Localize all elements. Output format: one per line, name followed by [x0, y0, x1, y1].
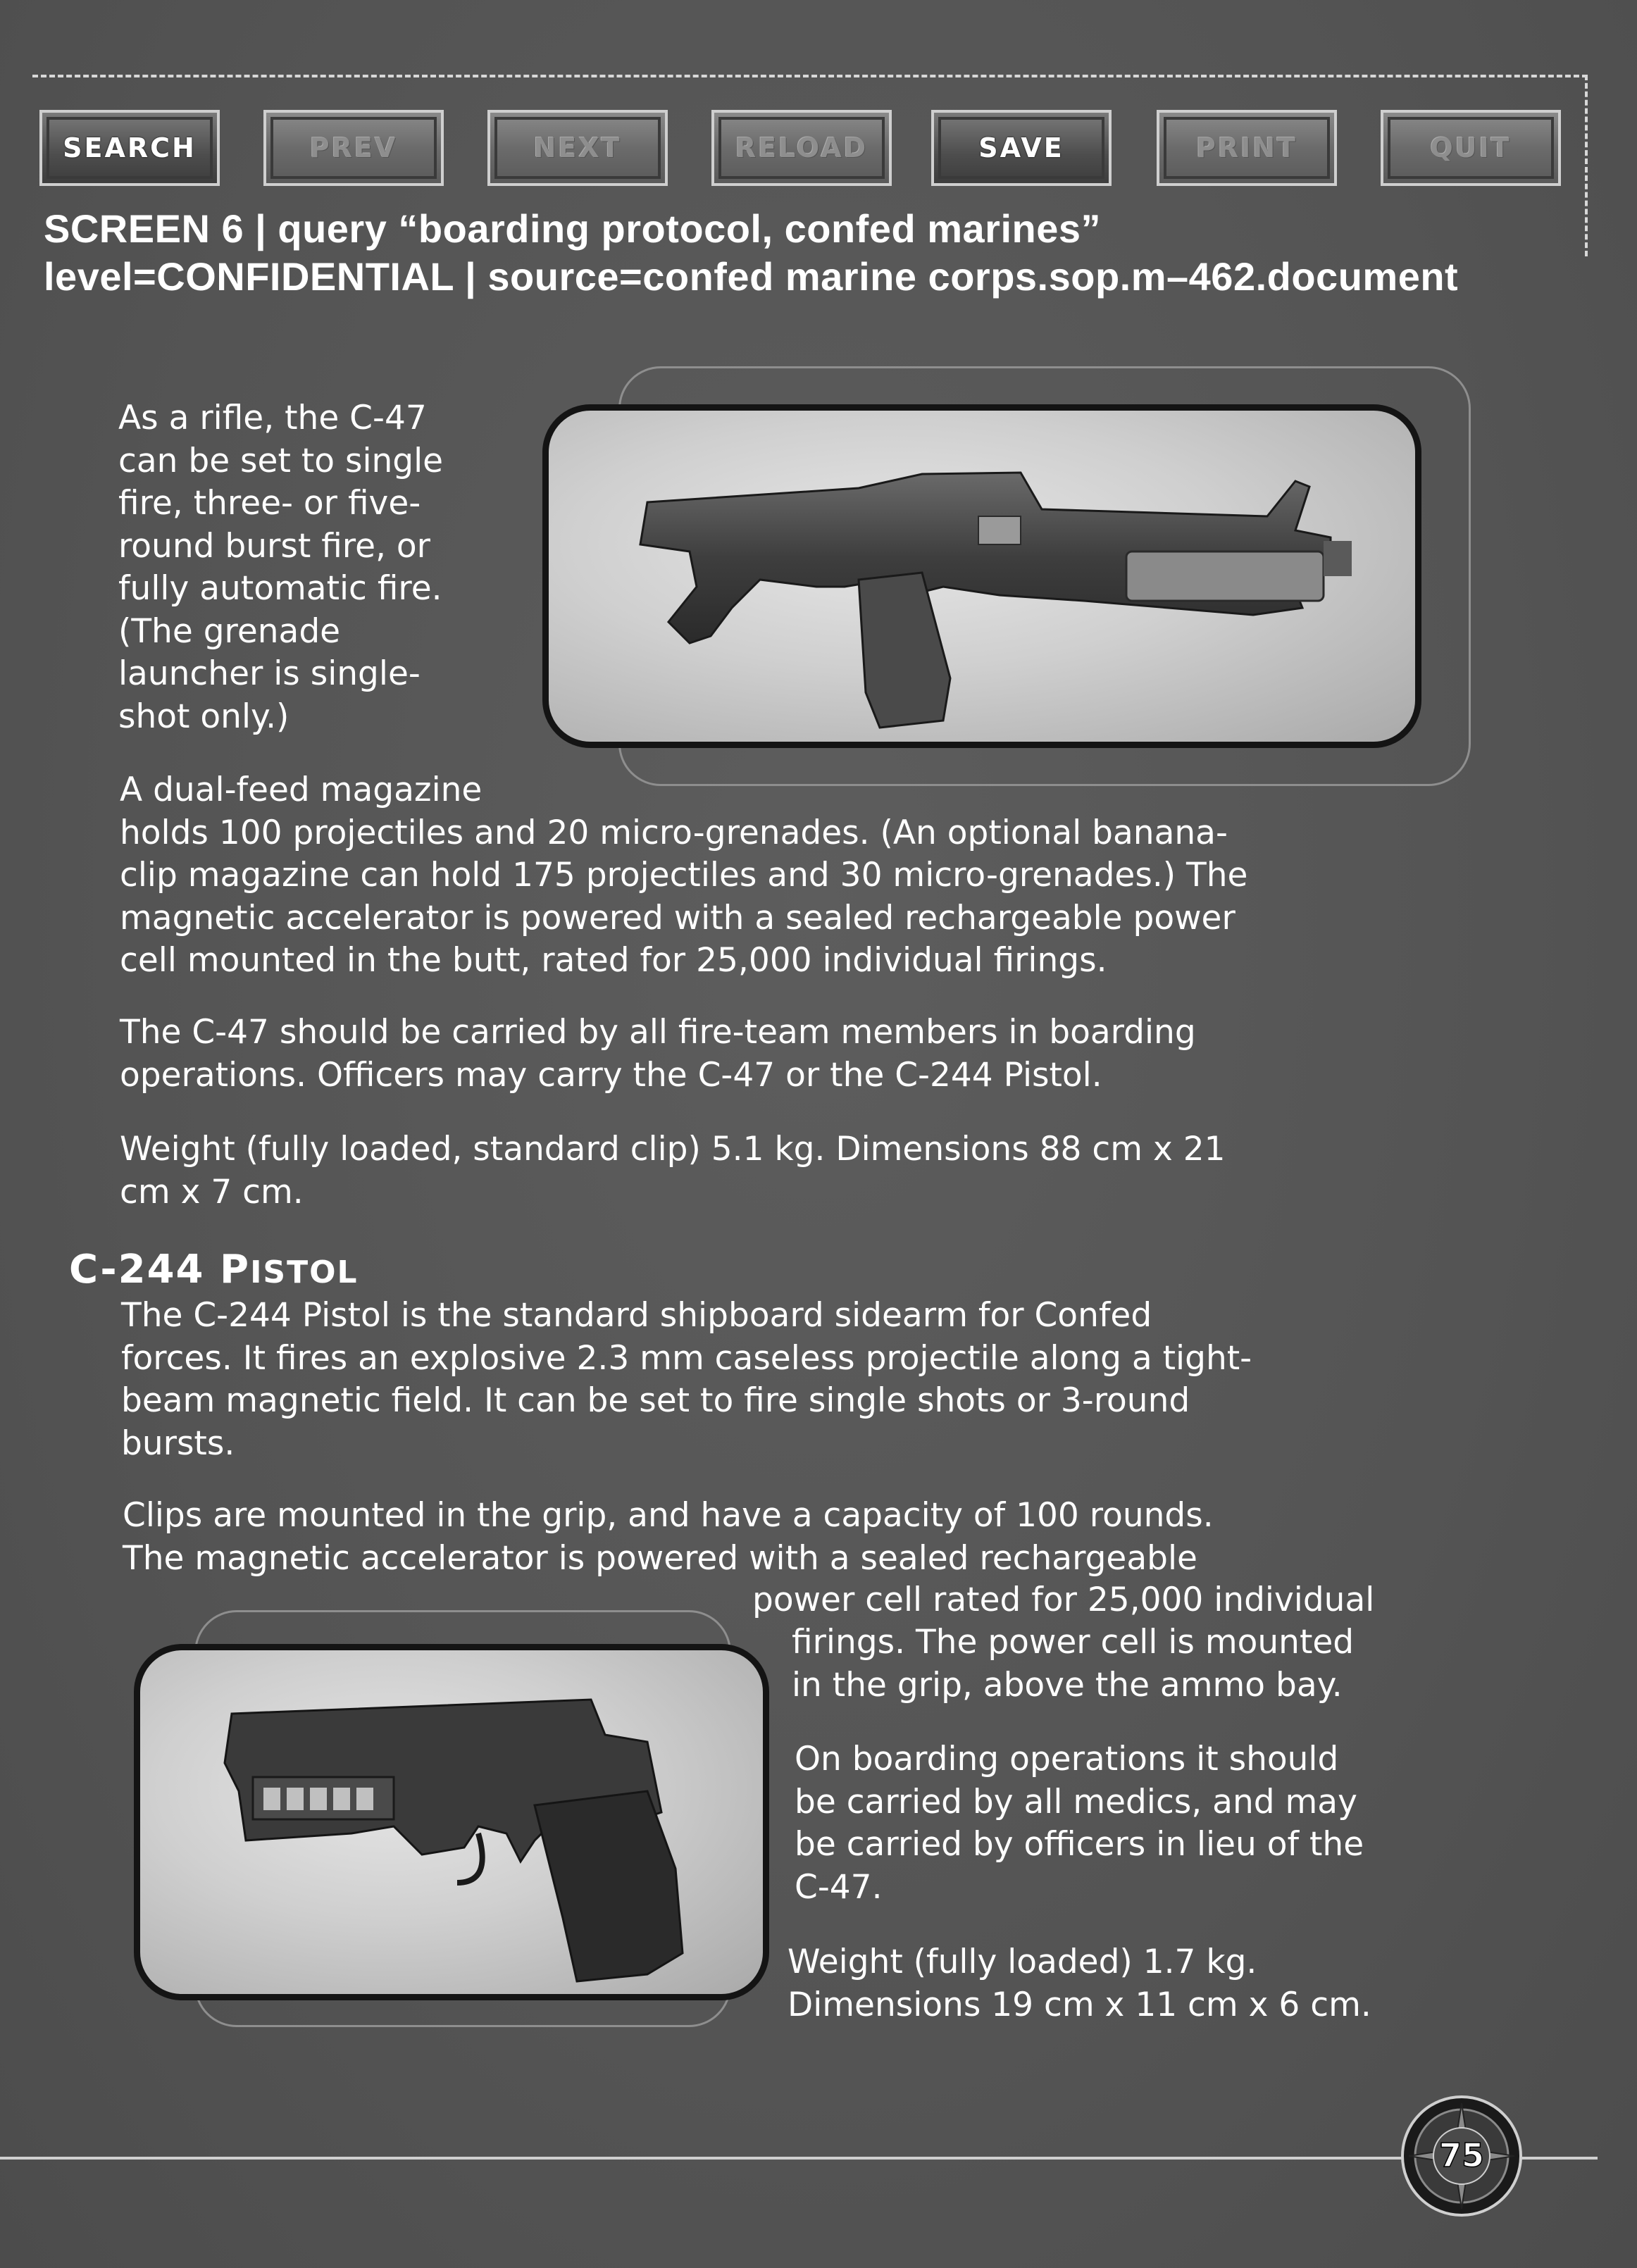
- text-line: launcher is single-: [118, 654, 421, 693]
- text-line: As a rifle, the C-47: [118, 399, 427, 437]
- text-line: be carried by all medics, and may: [795, 1782, 1357, 1821]
- text-line: Weight (fully loaded, standard clip) 5.1 kg. Dimensions 88 cm x 21: [120, 1130, 1226, 1169]
- pistol-clips-text: [123, 1495, 1214, 1580]
- top-dashed-border: [32, 75, 1588, 77]
- pistol-weight-text: [788, 1941, 1371, 2026]
- pistol-image: [134, 1644, 769, 2000]
- compass-emblem-icon: [1399, 2093, 1524, 2219]
- pistol-power-line: [752, 1579, 1374, 1622]
- text-line: A dual-feed magazine: [120, 771, 483, 809]
- text-line: Dimensions 19 cm x 11 cm x 6 cm.: [788, 1985, 1371, 2024]
- text-line: Clips are mounted in the grip, and have a capacity of 100 rounds.: [123, 1496, 1214, 1535]
- bottom-rule: [0, 2157, 1598, 2160]
- next-button[interactable]: NEXT: [487, 110, 668, 186]
- title-first: C-244 P: [69, 1247, 251, 1292]
- text-line: fully automatic fire.: [118, 569, 442, 608]
- rifle-intro-text: [118, 397, 443, 738]
- text-line: The magnetic accelerator is powered with a sealed rechargeable: [123, 1538, 1197, 1578]
- pistol-description-text: [121, 1295, 1252, 1465]
- right-dashed-border: [1585, 75, 1588, 256]
- text-line: forces. It fires an explosive 2.3 mm caseless projectile along a tight-: [121, 1338, 1252, 1378]
- text-line: cm x 7 cm.: [120, 1172, 304, 1211]
- text-line: operations. Officers may carry the C-47 or the C-244 Pistol.: [120, 1055, 1102, 1095]
- page-number-badge: [1399, 2093, 1524, 2219]
- rifle-illustration: [549, 411, 1415, 742]
- text-line: bursts.: [121, 1423, 235, 1463]
- search-button[interactable]: SEARCH: [39, 110, 220, 186]
- rifle-image: [542, 404, 1421, 748]
- text-line: The C-47 should be carried by all fire-team members in boarding: [120, 1013, 1196, 1052]
- title-rest: ISTOL: [250, 1254, 359, 1290]
- text-line: Weight (fully loaded) 1.7 kg.: [788, 1943, 1257, 1981]
- text-line: can be set to single: [118, 441, 444, 480]
- text-line: firings. The power cell is mounted: [792, 1623, 1355, 1662]
- quit-button[interactable]: QUIT: [1381, 110, 1561, 186]
- rifle-magazine-text: [120, 769, 1247, 983]
- page-number: 75: [1438, 2136, 1485, 2174]
- source-header: level=CONFIDENTIAL | source=confed marine corps.sop.m–462.document: [44, 254, 1459, 299]
- text-line: magnetic accelerator is powered with a sealed rechargeable power: [120, 898, 1235, 937]
- pistol-power-cont-text: [792, 1621, 1354, 1707]
- text-line: in the grip, above the ammo bay.: [792, 1665, 1343, 1705]
- reload-button[interactable]: RELOAD: [711, 110, 892, 186]
- toolbar: [39, 110, 1562, 192]
- query-header: SCREEN 6 | query “boarding protocol, confed marines”: [44, 206, 1102, 251]
- text-line: power cell rated for 25,000 individual: [752, 1581, 1375, 1619]
- text-line: clip magazine can hold 175 projectiles and 30 micro-grenades.) The: [120, 856, 1248, 895]
- text-line: shot only.): [118, 697, 290, 736]
- text-line: The C-244 Pistol is the standard shipboard sidearm for Confed: [121, 1296, 1152, 1335]
- prev-button[interactable]: PREV: [263, 110, 444, 186]
- rifle-weight-text: [120, 1128, 1226, 1214]
- pistol-illustration: [140, 1650, 763, 1994]
- text-line: (The grenade: [118, 611, 341, 651]
- save-button[interactable]: SAVE: [931, 110, 1112, 186]
- pistol-boarding-text: [795, 1738, 1364, 1909]
- text-line: be carried by officers in lieu of the: [795, 1825, 1364, 1864]
- text-line: beam magnetic field. It can be set to fire single shots or 3-round: [121, 1381, 1190, 1420]
- text-line: round burst fire, or: [118, 526, 430, 566]
- print-button[interactable]: PRINT: [1157, 110, 1337, 186]
- text-line: fire, three- or five-: [118, 484, 421, 523]
- text-line: C-47.: [795, 1867, 883, 1907]
- rifle-carry-text: [120, 1011, 1196, 1097]
- text-line: On boarding operations it should: [795, 1740, 1339, 1778]
- pistol-section-title: [69, 1247, 359, 1292]
- text-line: cell mounted in the butt, rated for 25,000 individual firings.: [120, 941, 1107, 980]
- text-line: holds 100 projectiles and 20 micro-grenades. (An optional banana-: [120, 813, 1228, 852]
